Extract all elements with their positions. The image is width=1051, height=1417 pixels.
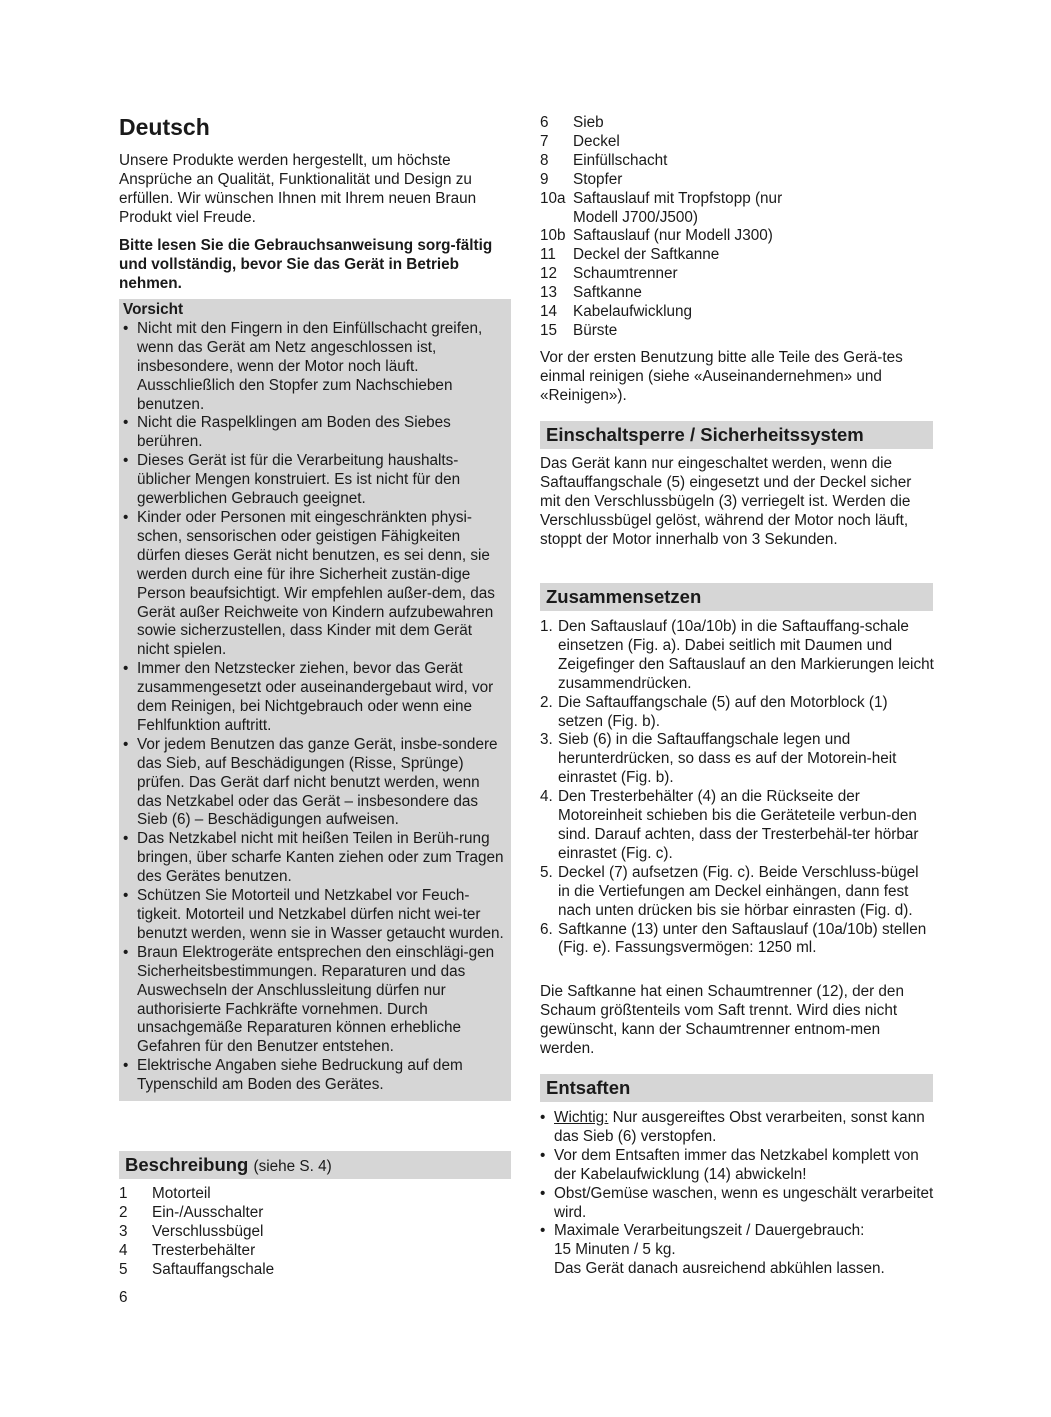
item-number: 3 [119,1222,128,1240]
parts-item [540,246,934,265]
caution-item: • Dieses Gerät ist für die Verarbeitung haushalts-üblicher Mengen konstruiert. Es ist nicht für den gewerblichen Gebrauch geeignet. [123,452,507,509]
assembly-step [540,731,934,788]
parts-item [540,171,934,190]
item-number: 10b [540,227,566,245]
parts-item [540,152,934,171]
description-list [119,1185,511,1280]
item-label: Saftkanne [573,284,642,302]
description-item [119,1204,511,1223]
description-heading [119,1151,511,1179]
parts-item [540,284,934,303]
item-label: Ein-/Ausschalter [152,1203,264,1221]
item-label: Stopfer [573,170,623,188]
item-number: 13 [540,284,558,302]
juicing-item [540,1222,934,1279]
step-text: Die Saftauffangschale (5) auf den Motorblock (1) setzen (Fig. b). [558,693,888,730]
page-title: Deutsch [119,114,210,140]
parts-list [540,114,934,341]
caution-title: Vorsicht [123,301,184,318]
caution-item: • Immer den Netzstecker ziehen, bevor das Gerät zusammengesetzt oder auseinandergebaut wird, vor dem Reinigen, bei Nichtgebrauch oder wenn eine Fehlfunktion auftritt. [123,660,507,736]
assembly-step [540,694,934,732]
parts-item [540,133,934,152]
item-number: 5 [119,1260,128,1278]
item-label: Einfüllschacht [573,151,668,169]
item-number: 11 [540,246,556,264]
step-text: Deckel (7) aufsetzen (Fig. c). Beide Verschluss-bügel in die Vertiefungen am Deckel einhängen, dann fest nach unten drücken bis sie hörbar einrasten (Fig. d). [558,863,919,919]
step-text: Den Tresterbehälter (4) an die Rückseite der Motoreinheit schieben bis die Geräteteile verbun-den sind. Darauf achten, dass der Tresterbehäl-ter hörbar einrastet (Fig. c). [558,788,919,862]
item-number: 9 [540,170,549,188]
step-text: Saftkanne (13) unter den Saftauslauf (10a/10b) stellen (Fig. e). Fassungsvermögen: 1250 ml. [558,920,927,957]
item-number: 6 [540,114,549,131]
assembly-step [540,618,934,694]
juicing-item: • Vor dem Entsaften immer das Netzkabel komplett von der Kabelaufwicklung (14) abwickeln! [540,1147,934,1185]
parts-item [540,265,934,284]
assembly-step [540,788,934,864]
assembly-heading: Zusammensetzen [540,583,933,611]
intro-paragraph: Unsere Produkte werden hergestellt, um höchste Ansprüche an Qualität, Funktionalität und Design zu erfüllen. Wir wünschen Ihnen mit Ihrem neuen Braun Produkt viel Freude. [119,152,477,226]
important-text: Nur ausgereiftes Obst verarbeiten, sonst kann das Sieb (6) verstopfen. [554,1109,925,1145]
caution-item: • Vor jedem Benutzen das ganze Gerät, insbe-sondere das Sieb, auf Beschädigungen (Risse, Sprünge) prüfen. Das Gerät darf nicht benutzt werden, wenn das Netzkabel oder das Gerät – insbesondere das Sieb (6) – Beschädigungen aufweisen. [123,736,507,831]
assembly-steps [540,618,934,958]
read-instructions-note: Bitte lesen Sie die Gebrauchsanweisung sorg-fältig und vollständig, bevor Sie das Gerät in Betrieb nehmen. [119,237,493,292]
step-number: 2. [540,693,553,711]
juicing-list [540,1109,934,1279]
caution-item: • Elektrische Angaben siehe Bedruckung auf dem Typenschild am Boden des Gerätes. [123,1057,507,1095]
step-number: 3. [540,731,553,749]
item-label: Verschlussbügel [152,1222,264,1240]
description-item [119,1223,511,1242]
item-label: Saftauffangschale [152,1260,275,1278]
caution-item: • Nicht die Raspelklingen am Boden des Siebes berühren. [123,414,507,452]
caution-item: • Das Netzkabel nicht mit heißen Teilen in Berüh-rung bringen, über scharfe Kanten ziehen oder zum Tragen des Gerätes benutzen. [123,830,507,887]
item-label: Deckel [573,132,620,150]
parts-item [540,303,934,322]
caution-list [123,320,507,1095]
juicing-item: • Obst/Gemüse waschen, wenn es ungeschält verarbeitet wird. [540,1185,934,1223]
item-label: Deckel der Saftkanne [573,246,720,264]
parts-item [540,190,934,228]
important-label: Wichtig: [554,1109,609,1126]
description-heading-title: Beschreibung [125,1154,249,1175]
max-time-line: • Maximale Verarbeitungszeit / Dauergebrauch: [554,1222,865,1240]
caution-item: • Kinder oder Personen mit eingeschränkten physi-schen, sensorischen oder geistigen Fähigkeiten dürfen dieses Gerät nicht benutzen, es sei denn, sie werden durch eine für ihre Sicherheit zustän-dige Person beaufsichtigt. Wir empfehlen außer-dem, das Gerät außer Reichweite von Kindern aufzubewahren sowie sicherzustellen, dass Kinder mit dem Gerät nicht spielen. [123,509,507,660]
item-number: 2 [119,1203,128,1221]
item-number: 1 [119,1185,128,1202]
juicing-heading: Entsaften [540,1074,933,1102]
description-heading-ref: (siehe S. 4) [253,1158,332,1175]
step-number: 1. [540,618,553,635]
item-label: Saftauslauf (nur Modell J300) [573,227,773,245]
description-item [119,1185,511,1204]
first-use-paragraph: Vor der ersten Benutzung bitte alle Teile des Gerä-tes einmal reinigen (siehe «Auseinandernehmen» und «Reinigen»). [540,349,903,404]
description-item [119,1242,511,1261]
description-item [119,1261,511,1280]
item-label: Bürste [573,321,618,339]
max-time-value: 15 Minuten / 5 kg. [554,1241,676,1259]
caution-item: • Nicht mit den Fingern in den Einfüllschacht greifen, wenn das Gerät am Netz angeschlossen ist, insbesondere, wenn der Motor noch läuft. Ausschließlich den Stopfer zum Nachschieben benutzen. [123,320,507,415]
parts-item [540,322,934,341]
item-label: Schaumtrenner [573,265,678,283]
caution-box [119,299,511,1101]
step-text: Den Saftauslauf (10a/10b) in die Saftauffang-schale einsetzen (Fig. a). Dabei seitlich mit Daumen und Zeigefinger den Saftauslauf an den Markierungen leicht zusammendrücken. [558,618,934,692]
juicing-item [540,1109,934,1147]
caution-item: • Schützen Sie Motorteil und Netzkabel vor Feuch-tigkeit. Motorteil und Netzkabel dürfen nicht wei-ter benutzt werden, wenn sie in Wasser getaucht wurden. [123,887,507,944]
step-text: Sieb (6) in die Saftauffangschale legen und herunterdrücken, so dass es auf der Motorein-heit einrastet (Fig. b). [558,731,897,787]
page-number: 6 [119,1289,128,1306]
safety-system-text: Das Gerät kann nur eingeschaltet werden, wenn die Saftauffangschale (5) eingesetzt und der Deckel sicher mit den Verschlussbügeln (3) verriegelt ist. Werden die Verschlussbügel gelöst, während der Motor noch läuft, stoppt der Motor innerhalb von 3 Sekunden. [540,455,912,548]
item-label: Tresterbehälter [152,1241,256,1259]
step-number: 6. [540,920,553,938]
item-number: 8 [540,151,549,169]
parts-item [540,227,934,246]
parts-item [540,114,934,133]
assembly-step [540,864,934,921]
foam-separator-paragraph: Die Saftkanne hat einen Schaumtrenner (12), der den Schaum größtenteils vom Saft trennt. Wird dies nicht gewünscht, kann der Schaumtrenner entnom-men werden. [540,983,904,1057]
item-label: Saftauslauf mit Tropfstopp (nur Modell J700/J500) [573,189,783,226]
step-number: 5. [540,863,553,881]
item-label: Kabelaufwicklung [573,303,693,321]
item-number: 15 [540,321,558,339]
item-number: 10a [540,189,566,207]
item-number: 7 [540,132,549,150]
item-label: Motorteil [152,1185,211,1202]
step-number: 4. [540,788,553,806]
item-number: 4 [119,1241,128,1259]
safety-system-heading: Einschaltsperre / Sicherheitssystem [540,421,933,449]
item-number: 14 [540,303,558,321]
caution-item: • Braun Elektrogeräte entsprechen den einschlägi-gen Sicherheitsbestimmungen. Reparaturen und das Auswechseln der Anschlussleitung dürfen nur authorisierte Fachkräfte vornehmen. Durch unsachgemäße Reparaturen können erhebliche Gefahren für den Benutzer entstehen. [123,944,507,1057]
assembly-step [540,921,934,959]
item-label: Sieb [573,114,604,131]
cool-down-note: Das Gerät danach ausreichend abkühlen lassen. [554,1260,885,1278]
item-number: 12 [540,265,558,283]
